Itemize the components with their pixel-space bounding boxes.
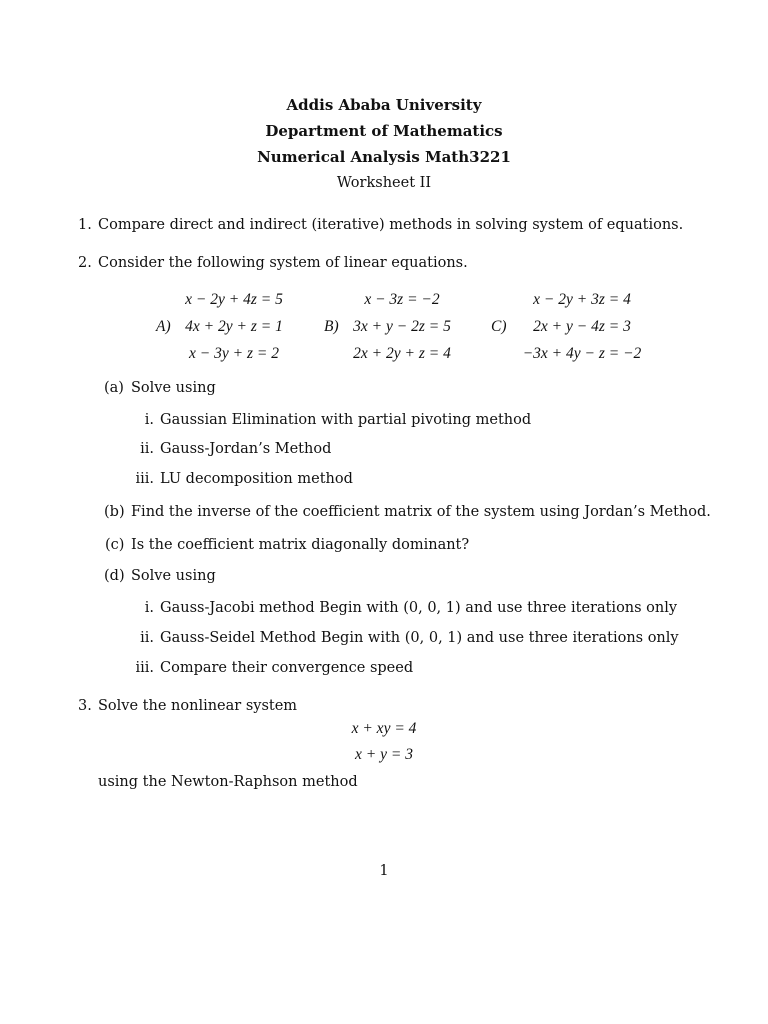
worksheet-title: Worksheet II — [336, 175, 432, 191]
system-b-eq-1: x − 3z = −2 — [364, 291, 440, 308]
part-a-item-1-number: i. — [144, 412, 154, 428]
part-a-item-2-number: ii. — [140, 441, 154, 457]
part-a-text: Solve using — [131, 380, 216, 396]
part-a-label: (a) — [104, 380, 124, 396]
part-d-item-1-number: i. — [144, 600, 154, 616]
question-3-number: 3. — [78, 698, 92, 714]
department-title: Department of Mathematics — [265, 122, 503, 140]
part-d-item-3-text: Compare their convergence speed — [160, 660, 414, 676]
question-1-number: 1. — [78, 217, 92, 233]
part-a-item-1-text: Gaussian Elimination with partial pivoting method — [160, 412, 532, 428]
part-d-item-3-number: iii. — [135, 660, 154, 676]
part-c-text: Is the coefficient matrix diagonally dominant? — [131, 537, 470, 553]
part-a-item-2-text: Gauss-Jordan’s Method — [160, 441, 332, 457]
system-a-eq-3: x − 3y + z = 2 — [189, 345, 279, 362]
system-c-eq-1: x − 2y + 3z = 4 — [533, 291, 631, 308]
system-a-eq-1: x − 2y + 4z = 5 — [185, 291, 283, 308]
part-d-item-2-text: Gauss-Seidel Method Begin with (0, 0, 1) and use three iterations only — [160, 630, 679, 646]
question-2-number: 2. — [78, 255, 92, 271]
part-b-label: (b) — [104, 504, 125, 520]
part-b-text: Find the inverse of the coefficient matrix of the system using Jordan’s Method. — [131, 504, 711, 520]
system-c-label: C) — [491, 318, 507, 335]
part-d-label: (d) — [104, 568, 125, 584]
part-d-item-1-text: Gauss-Jacobi method Begin with (0, 0, 1) and use three iterations only — [160, 600, 678, 616]
course-title: Numerical Analysis Math3221 — [257, 148, 511, 166]
part-c-label: (c) — [105, 537, 125, 553]
part-a-item-3-number: iii. — [135, 471, 154, 487]
system-b-eq-2: 3x + y − 2z = 5 — [353, 318, 451, 335]
university-title: Addis Ababa University — [286, 96, 482, 114]
system-c-eq-3: −3x + 4y − z = −2 — [522, 345, 642, 362]
system-b-eq-3: 2x + 2y + z = 4 — [353, 345, 451, 362]
part-a-item-3-text: LU decomposition method — [160, 471, 353, 487]
system-c-eq-2: 2x + y − 4z = 3 — [533, 318, 631, 335]
page-number: 1 — [379, 863, 389, 879]
system-a-eq-2: 4x + 2y + z = 1 — [185, 318, 283, 335]
system-b-label: B) — [324, 318, 339, 335]
question-3-eq-2: x + y = 3 — [355, 746, 413, 763]
question-3-tail: using the Newton-Raphson method — [98, 774, 358, 790]
part-d-text: Solve using — [131, 568, 216, 584]
part-d-item-2-number: ii. — [140, 630, 154, 646]
question-2-text: Consider the following system of linear equations. — [98, 255, 468, 271]
system-a-label: A) — [156, 318, 171, 335]
question-3-eq-1: x + xy = 4 — [351, 720, 417, 737]
question-3-text: Solve the nonlinear system — [98, 698, 298, 714]
question-1-text: Compare direct and indirect (iterative) methods in solving system of equations. — [98, 217, 684, 233]
